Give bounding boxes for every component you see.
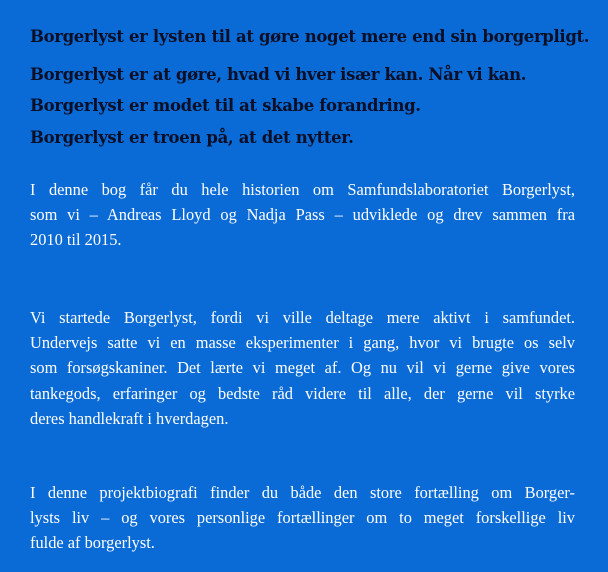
contents-line-3: fulde af borgerlyst. — [30, 533, 155, 553]
tagline-1: Borgerlyst er lysten til at gøre noget mere end sin borgerpligt. — [30, 27, 590, 46]
intro-line-3: 2010 til 2015. — [30, 230, 122, 250]
intro-line-1: I denne bog får du hele historien om Samfundslaboratoriet Borgerlyst, — [30, 180, 575, 199]
story-line-3: som forsøgskaniner. Det lærte vi meget af. Og nu vil vi gerne give vores — [30, 358, 575, 378]
contents-line-1: I denne projektbiografi finder du både den store fortælling om Borger- — [30, 483, 575, 502]
contents-paragraph — [30, 480, 575, 556]
contents-line-2: lysts liv – og vores personlige fortællinger om to meget forskellige liv — [30, 508, 575, 528]
story-line-5: deres handlekraft i hverdagen. — [30, 408, 229, 428]
tagline-3: Borgerlyst er modet til at skabe forandring. — [30, 96, 421, 115]
story-line-2: Undervejs satte vi en masse eksperimenter i gang, hvor vi brugte os selv — [30, 333, 575, 353]
story-line-1: Vi startede Borgerlyst, fordi vi ville deltage mere aktivt i samfundet. — [30, 308, 575, 327]
tagline-4: Borgerlyst er troen på, at det nytter. — [30, 128, 354, 147]
intro-paragraph — [30, 177, 575, 253]
intro-line-2: som vi – Andreas Lloyd og Nadja Pass – udviklede og drev sammen fra — [30, 205, 575, 225]
story-paragraph — [30, 305, 575, 431]
tagline-2: Borgerlyst er at gøre, hvad vi hver især kan. Når vi kan. — [30, 65, 527, 84]
story-line-4: tankegods, erfaringer og bedste råd videre til alle, der gerne vil styrke — [30, 383, 575, 403]
